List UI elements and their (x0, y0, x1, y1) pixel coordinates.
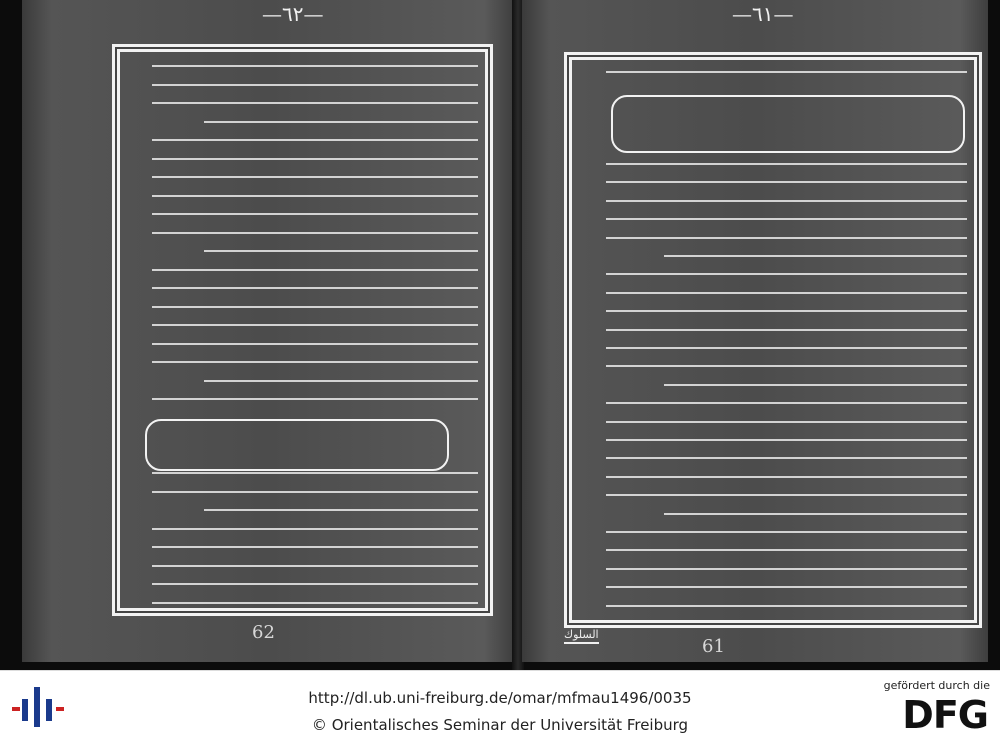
left-page (22, 0, 514, 662)
handwritten-line (152, 213, 478, 215)
handwritten-line (664, 513, 967, 515)
handwritten-line (152, 546, 478, 548)
handwritten-line (152, 324, 478, 326)
handwritten-line (606, 586, 967, 588)
handwritten-line (152, 583, 478, 585)
handwritten-line (152, 528, 478, 530)
catchword: السلوك (564, 628, 599, 644)
heading-cartouche (611, 95, 965, 153)
handwritten-line (152, 306, 478, 308)
handwritten-line (606, 402, 967, 404)
text-block (564, 52, 982, 628)
dfg-logo: DFG (902, 693, 988, 737)
handwritten-line (152, 232, 478, 234)
viewer-footer (0, 670, 1000, 744)
handwritten-line (606, 531, 967, 533)
text-block (112, 44, 493, 616)
handwritten-line (152, 102, 478, 104)
handwritten-line (606, 365, 967, 367)
handwritten-line (606, 292, 967, 294)
handwritten-line (204, 121, 478, 123)
handwritten-line (606, 200, 967, 202)
handwritten-line (606, 568, 967, 570)
handwritten-line (606, 605, 967, 607)
handwritten-line (204, 380, 478, 382)
handwritten-line (606, 494, 967, 496)
page-number-top: —٦٢— (262, 2, 324, 26)
handwritten-line (204, 509, 478, 511)
page-number-top: —٦١— (732, 2, 794, 26)
handwritten-line (664, 255, 967, 257)
handwritten-line (152, 287, 478, 289)
heading-cartouche (145, 419, 449, 471)
document-url[interactable]: http://dl.ub.uni-freiburg.de/omar/mfmau1496/0035 (308, 689, 692, 707)
handwritten-line (152, 491, 478, 493)
handwritten-line (152, 361, 478, 363)
handwritten-line (606, 163, 967, 165)
handwritten-line (152, 602, 478, 604)
copyright-notice: © Orientalisches Seminar der Universität Freiburg (311, 716, 689, 734)
handwritten-line (606, 237, 967, 239)
handwritten-line (152, 65, 478, 67)
handwritten-line (152, 139, 478, 141)
handwritten-line (204, 250, 478, 252)
handwritten-line (606, 439, 967, 441)
handwritten-line (152, 176, 478, 178)
handwritten-line (606, 421, 967, 423)
handwritten-line (152, 195, 478, 197)
handwritten-line (606, 347, 967, 349)
handwritten-line (152, 269, 478, 271)
handwritten-line (152, 343, 478, 345)
handwritten-line (606, 181, 967, 183)
handwritten-line (606, 218, 967, 220)
handwritten-line (606, 310, 967, 312)
handwritten-line (152, 84, 478, 86)
handwritten-line (606, 273, 967, 275)
handwritten-line (606, 549, 967, 551)
handwritten-line (606, 476, 967, 478)
handwritten-line (606, 71, 967, 73)
handwritten-line (152, 398, 478, 400)
handwritten-line (606, 329, 967, 331)
right-page (522, 0, 988, 662)
handwritten-line (152, 472, 478, 474)
funding-caption: gefördert durch die (883, 679, 990, 692)
page-number-bottom: 62 (252, 622, 275, 643)
handwritten-line (664, 384, 967, 386)
handwritten-line (152, 158, 478, 160)
handwritten-line (152, 565, 478, 567)
handwritten-line (606, 457, 967, 459)
page-number-bottom: 61 (702, 636, 725, 657)
